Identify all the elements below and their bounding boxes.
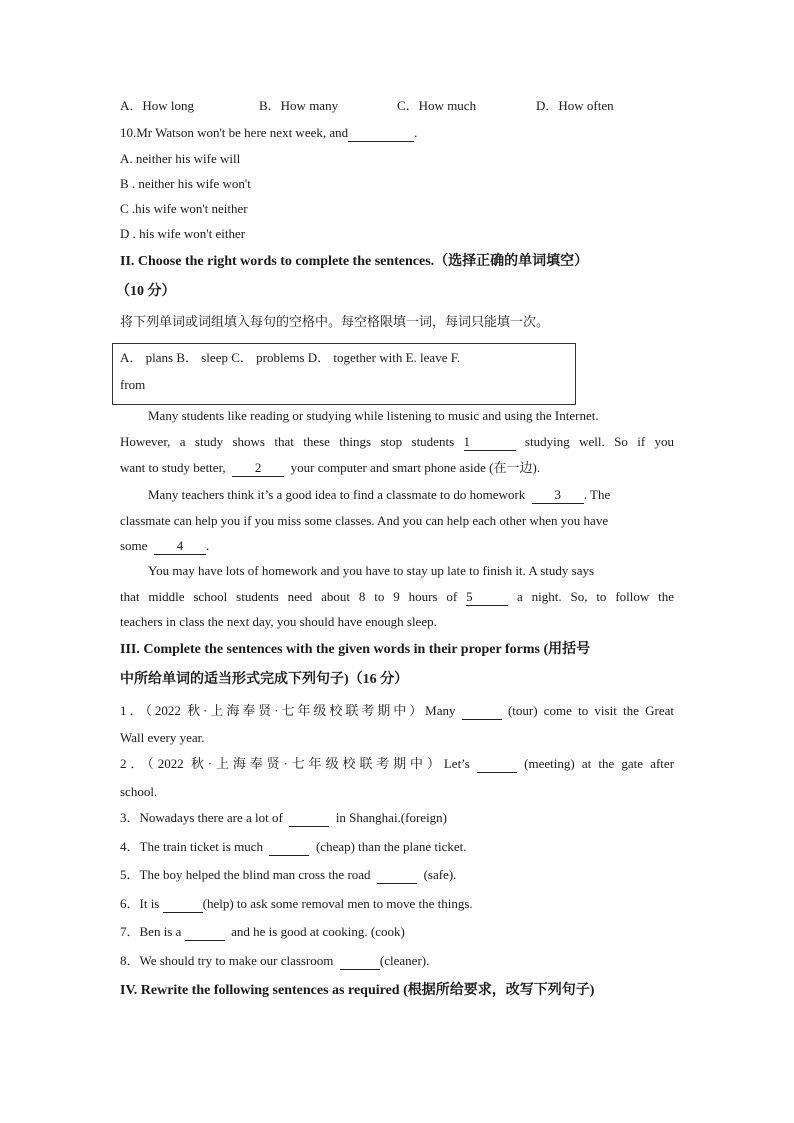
passage-p3-line1: You may have lots of homework and you have to stay up late to finish it. A study says [148, 563, 595, 578]
passage-p2-line3: some 4 . [120, 538, 210, 553]
q9-option-b: B．How many [259, 98, 339, 113]
s3-q8: 8．We should try to make our classroom (cleaner). [120, 953, 430, 968]
passage-p3-line3: teachers in class the next day, you should have enough sleep. [120, 614, 437, 629]
q9-option-c: C．How much [397, 98, 477, 113]
passage-p2-line1: Many teachers think it’s a good idea to find a classmate to do homework 3 . The [148, 487, 611, 502]
section3-heading-cont: 中所给单词的适当形式完成下列句子)（16 分） [120, 672, 409, 687]
s3-q7: 7．Ben is a and he is good at cooking. (cook) [120, 924, 405, 939]
q10-option-a: A. neither his wife will [120, 151, 241, 166]
q10-stem: 10.Mr Watson won't be here next week, and . [120, 125, 418, 140]
q10-blank [348, 125, 414, 142]
section2-score: （10 分） [116, 284, 176, 299]
s3-q1-cont: Wall every year. [120, 730, 205, 745]
word-bank-line1: A． plans B． sleep C． problems D． together with E. leave F. [120, 350, 461, 365]
s3-q7-blank [185, 924, 225, 941]
section2-heading: II. Choose the right words to complete the sentences.（选择正确的单词填空） [120, 254, 589, 269]
word-bank-box [112, 343, 576, 405]
passage-p1-line2: However, a study shows that these things stop students 1 studying well. So if you [120, 434, 675, 449]
s3-q1-blank [462, 703, 502, 720]
passage-p3-line2: that middle school students need about 8 to 9 hours of 5 a night. So, to follow the [120, 589, 675, 604]
blank-1: 1 [464, 434, 516, 451]
blank-2: 2 [232, 460, 284, 477]
s3-q3: 3．Nowadays there are a lot of in Shanghai.(foreign) [120, 810, 448, 825]
s3-q3-blank [289, 810, 329, 827]
s3-q8-blank [340, 953, 380, 970]
section4-heading: IV. Rewrite the following sentences as required (根据所给要求，改写下列句子) [120, 983, 595, 998]
s3-q5: 5．The boy helped the blind man cross the road (safe). [120, 867, 457, 882]
s3-q4: 4．The train ticket is much (cheap) than the plane ticket. [120, 839, 467, 854]
s3-q1: 1．（2022 秋·上海奉贤·七年级校联考期中）Many (tour) come to visit the Great [120, 703, 675, 718]
q10-option-c: C .his wife won't neither [120, 201, 248, 216]
s3-q4-blank [269, 839, 309, 856]
q9-option-d: D．How often [536, 98, 614, 113]
s3-q2-blank [477, 756, 517, 773]
passage-p2-line2: classmate can help you if you miss some classes. And you can help each other when you have [120, 513, 609, 528]
q9-option-a: A．How long [120, 98, 195, 113]
section3-heading: III. Complete the sentences with the given words in their proper forms (用括号 [120, 642, 591, 657]
passage-p1-line3: want to study better, 2 your computer and smart phone aside (在一边). [120, 460, 541, 475]
blank-3: 3 [532, 487, 584, 504]
word-bank-line2: from [120, 377, 146, 392]
blank-5: 5 [466, 589, 508, 606]
s3-q6: 6．It is (help) to ask some removal men to move the things. [120, 896, 473, 911]
s3-q5-blank [377, 867, 417, 884]
s3-q2-cont: school. [120, 784, 158, 799]
s3-q2: 2．（2022 秋·上海奉贤·七年级校联考期中）Let’s (meeting) at the gate after [120, 756, 675, 771]
q10-option-b: B . neither his wife won't [120, 176, 251, 191]
passage-p1-line1: Many students like reading or studying while listening to music and using the Internet. [148, 408, 599, 423]
blank-4: 4 [154, 538, 206, 555]
s3-q6-blank [163, 896, 203, 913]
q10-option-d: D . his wife won't either [120, 226, 246, 241]
section2-instruction: 将下列单词或词组填入每句的空格中。每空格限填一词，每词只能填一次。 [120, 314, 550, 329]
